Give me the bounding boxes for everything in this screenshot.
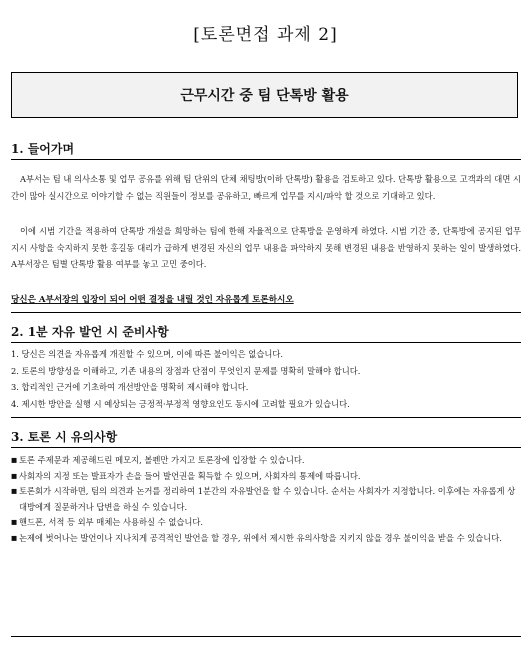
list-item: 4. 제시한 방안을 실행 시 예상되는 긍정적·부정적 영향요인도 동시에 고려할 필요가 있습니다. xyxy=(11,398,350,409)
caution-list xyxy=(11,453,519,546)
bullet-square-icon: ■ xyxy=(11,471,18,480)
list-item: 3. 합리적인 근거에 기초하여 개선방안을 명확히 제시해야 합니다. xyxy=(11,382,249,392)
discussion-prompt: 당신은 A부서장의 입장이 되어 어떤 결정을 내릴 것인 자유롭게 토론하시오 xyxy=(11,295,294,305)
bullet-square-icon: ■ xyxy=(11,533,18,542)
list-item: ■ 토론회가 시작하면, 팀의 의견과 논거를 정리하여 1분간의 자유발언을 할 수 있습니다. 순서는 사회자가 지정합니다. 이후에는 자유롭게 상대방에게 질문하거나 답변을 하실 수 있습니다. xyxy=(11,484,519,515)
bullet-square-icon: ■ xyxy=(11,518,18,526)
list-item: ■ 핸드폰, 서적 등 외부 매체는 사용하실 수 없습니다. xyxy=(11,515,519,531)
document-end-rule xyxy=(11,636,521,637)
section2-end-rule xyxy=(11,417,521,418)
list-item: ■ 논제에 벗어나는 발언이나 지나치게 공격적인 발언을 할 경우, 위에서 제시한 유의사항을 지키지 않을 경우 불이익을 받을 수 있습니다. xyxy=(11,531,519,547)
bullet-square-icon: ■ xyxy=(11,487,18,495)
list-item: 1. 당신은 의견을 자유롭게 개진할 수 있으며, 이에 따른 불이익은 없습니다. xyxy=(11,349,283,359)
section2-rule xyxy=(11,342,521,343)
section1-rule xyxy=(11,159,521,160)
section3-heading: 3. 토론 시 유의사항 xyxy=(11,430,118,444)
list-item: ■ 토론 주제문과 제공해드린 메모지, 볼펜만 가지고 토론장에 입장할 수 있습니다. xyxy=(11,453,519,469)
section3-rule xyxy=(11,447,521,448)
bullet-square-icon: ■ xyxy=(11,456,18,464)
section1-paragraph-1: A부서는 팀 내 의사소통 및 업무 공유를 위해 팀 단위의 단체 채팅방(이하 단톡방) 활용을 검토하고 있다. 단톡방 활용으로 고객과의 대면 시간이 많아 실시간으로 이야기할 수 없는 직원들이 정보를 공유하고, 빠르게 업무를 지시/파악 할 것으로 기대하고 있다. xyxy=(11,174,521,201)
topic-title: 근무시간 중 팀 단톡방 활용 xyxy=(180,88,349,104)
section1-paragraph-2: 이에 시범 기간을 적용하여 단톡방 개설을 희망하는 팀에 한해 자율적으로 단톡방을 운영하게 하였다. 시범 기간 중, 단톡방에 공지된 업무지시 사항을 숙지하지 못한 홍길동 대리가 급하게 변경된 자신의 업무 내용을 파악하지 못해 변경된 내용을 반영하지 못하는 일이 발생하였다. A부서장은 팀별 단톡방 활용 여부를 놓고 고민 중이다. xyxy=(11,226,521,269)
list-item: 2. 토론의 방향성을 이해하고, 기존 내용의 장점과 단점이 무엇인지 문제를 명확히 말해야 합니다. xyxy=(11,365,361,376)
topic-box xyxy=(11,72,518,118)
section2-heading: 2. 1분 자유 발언 시 준비사항 xyxy=(11,325,169,339)
preparation-list xyxy=(11,346,516,412)
document-title: [토론면접 과제 2] xyxy=(193,25,338,45)
section1-end-rule xyxy=(11,312,521,313)
section1-heading: 1. 들어가며 xyxy=(11,142,75,156)
list-item: ■ 사회자의 지정 또는 발표자가 손을 들어 발언권을 획득할 수 있으며, 사회자의 통제에 따릅니다. xyxy=(11,469,519,485)
